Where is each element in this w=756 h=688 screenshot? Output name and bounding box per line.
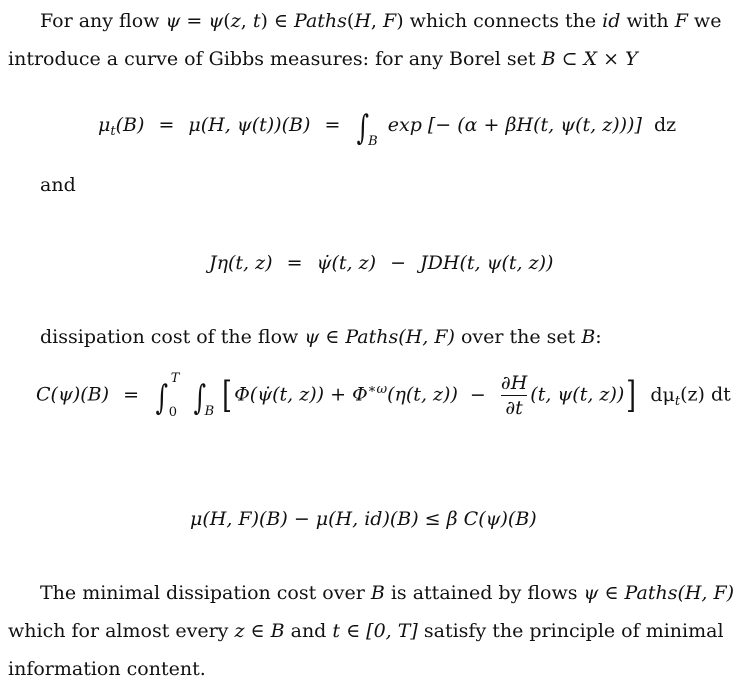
eq3-lhs: C(ψ)(B) — [36, 383, 110, 406]
text-segment: × — [597, 48, 626, 70]
paragraph-intro — [8, 2, 748, 78]
math-b: B — [370, 582, 385, 604]
eq1-lhs-sub: t — [110, 124, 116, 139]
eq3-measure-rest: (z) dt — [680, 383, 731, 406]
math-y: Y — [625, 48, 638, 70]
text-segment: and — [284, 620, 333, 642]
text-segment: dissipation cost of the flow — [40, 326, 305, 348]
text-segment: over the set — [454, 326, 582, 348]
eq3-int1-sup: T — [170, 370, 180, 386]
math-b: B — [541, 48, 556, 70]
text-segment: For any flow — [40, 10, 166, 32]
text-segment: ( — [223, 10, 231, 32]
math-paths: Paths — [294, 10, 347, 32]
paragraph-conclusion — [8, 574, 748, 688]
math-z-in-b: z ∈ B — [234, 620, 285, 642]
text-segment: introduce a curve of Gibbs measures: for any Borel set — [8, 48, 542, 70]
word-and: and — [40, 174, 76, 196]
math-z: z — [230, 10, 241, 32]
left-bracket: [ — [222, 374, 233, 416]
eq1-lhs-rest: (B) — [115, 114, 145, 136]
integral-sign: ∫ — [357, 108, 370, 148]
text-segment: we — [687, 10, 722, 32]
text-segment: : — [595, 326, 602, 348]
text-segment: ) ∈ — [260, 10, 295, 32]
math-b: B — [581, 326, 596, 348]
eq3-frac-num: ∂H — [500, 372, 528, 394]
text-segment: The minimal dissipation cost over — [40, 582, 371, 604]
eq3-after-frac: (t, ψ(t, z)) — [530, 383, 625, 406]
text-segment: which for almost every — [8, 620, 235, 642]
math-psi-paths: ψ ∈ Paths(H, F) — [583, 582, 735, 604]
right-bracket: ] — [626, 374, 637, 416]
math-t: t — [252, 10, 261, 32]
math-t-interval: t ∈ [0, T] — [332, 620, 418, 642]
eq2-rhs2: JDH(t, ψ(t, z)) — [420, 252, 554, 274]
eq1-lhs: μ — [98, 114, 111, 136]
math-psi-paths: ψ ∈ Paths(H, F) — [304, 326, 455, 348]
text-segment: , — [370, 10, 383, 32]
eq1-integrand: exp [− (α + βH(t, ψ(t, z)))] — [387, 114, 642, 136]
equation-inequality: μ(H, F)(B) − μ(H, id)(B) ≤ β C(ψ)(B) — [190, 508, 537, 530]
eq2-rhs1: ψ̇(t, z) — [316, 252, 377, 274]
math-psi: ψ — [165, 10, 181, 32]
text-segment: is attained by flows — [384, 582, 584, 604]
math-h: H — [354, 10, 371, 32]
math-f: F — [383, 10, 397, 32]
eq2-lhs: Jη(t, z) — [209, 252, 273, 274]
integral-sign: ∫ — [193, 377, 206, 418]
equation-gibbs-measure: $\mu_t(B) = \mu(H$, $\psi(t))(B) = \int_B$ exp [− (α + βH(t, ψ(t, z)))] dz — [98, 108, 677, 149]
math-x: X — [583, 48, 598, 70]
text-segment: ( — [346, 10, 355, 32]
eq3-term1-sup: ∗ω — [367, 381, 388, 397]
text-segment: ) which connects the — [396, 10, 603, 32]
math-id: id — [602, 10, 621, 32]
eq3-measure: dμ — [650, 383, 675, 406]
eq1-differential: dz — [653, 114, 677, 136]
eq3-int1-sub: 0 — [168, 404, 178, 420]
eq3-frac-den: ∂t — [505, 397, 523, 419]
equation-dissipation-cost: C(ψ)(B) = ∫ T 0 $\int_B$ [ Φ(ψ̇(t, $z)) + \Phi^{∗\omega}(\eta(t$, z)) − $\frac{\partial H}{\partial t}$ (t, ψ(t, z))] $d\mu_t(z)$ dt — [36, 370, 731, 420]
math-f: F — [674, 10, 688, 32]
eq3-int1-limits — [168, 370, 185, 420]
text-segment: , — [240, 10, 253, 32]
eq3-term1: Φ(ψ̇(t, z)) + Φ — [234, 383, 368, 406]
eq3-measure-sub: t — [674, 393, 681, 409]
text-segment: satisfy the principle of minimal — [417, 620, 724, 642]
eq1-middle: μ(H, ψ(t))(B) — [188, 114, 311, 136]
text-segment: information content. — [8, 658, 206, 680]
eq3-int2-sub: B — [204, 403, 215, 419]
eq3-fraction — [501, 372, 527, 419]
eq1-integral-sub: B — [368, 134, 378, 149]
equation-j-eta: Jη(t, z) = ψ̇(t, z) − JDH(t, ψ(t, z)) — [209, 252, 554, 274]
text-segment: with — [620, 10, 675, 32]
eq3-term1-rest: (η(t, z)) — [387, 383, 458, 406]
math-psi: ψ — [208, 10, 224, 32]
text-segment: = — [180, 10, 209, 32]
integral-sign: ∫ — [155, 377, 169, 418]
text-segment: ⊂ — [555, 48, 584, 70]
paragraph-dissipation — [40, 326, 602, 348]
